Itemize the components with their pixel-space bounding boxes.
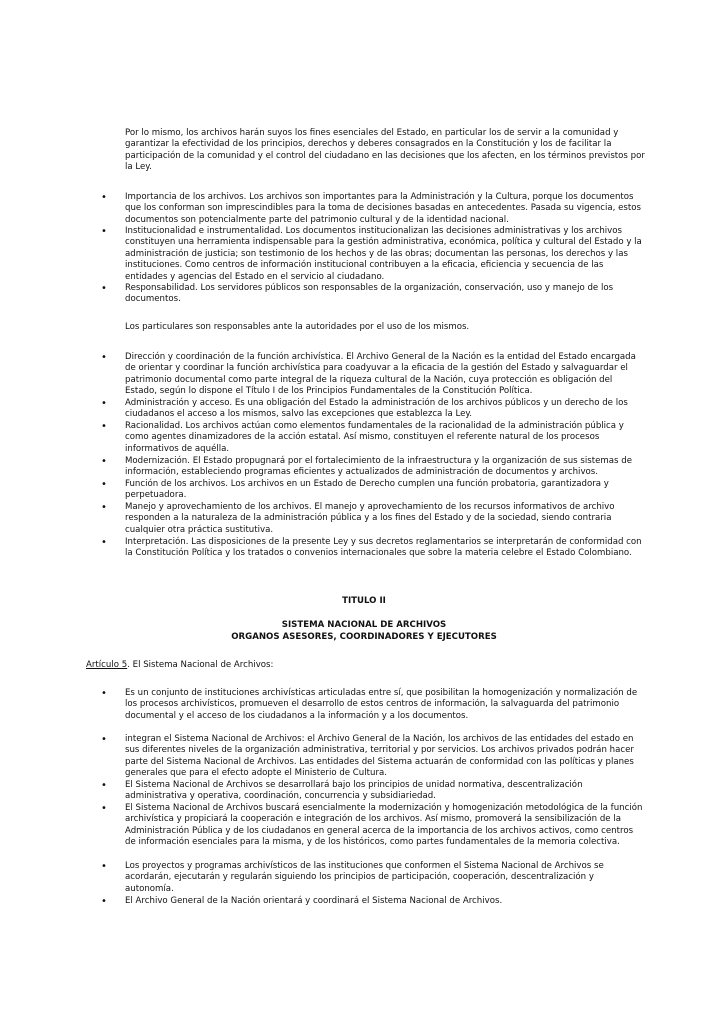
list-item-text: Dirección y coordinación de la función archivística. El Archivo General de la Nación es la entidad del Estado encargada de orientar y coordinar la función archivística para coadyuvar a la eficacia de la gestión del Estado y salvaguardar el patrimonio documental como parte integral de la riqueza cultural de la Nación, cuya protección es obligación del Estado, según lo dispone el Título I de los Principios Fundamentales de la Constitución Política. (125, 352, 636, 397)
list-item-text: El Sistema Nacional de Archivos buscará esencialmente la modernización y homogenización metodológica de la función archivística y propiciará la cooperación e integración de los archivos. Así mismo, promoverá la sensibilización de la Administración Pública y de los ciudadanos en general acerca de la importancia de los archivos activos, como centros de información esenciales para la misma, y de los históricos, como partes fundamentales de la memoria colectiva. (125, 803, 643, 848)
list-item (0, 803, 645, 861)
section-heading: SISTEMA NACIONAL DE ARCHIVOS (281, 620, 447, 630)
list-item (0, 192, 645, 226)
list-item-text: El Archivo General de la Nación orientará y coordinará el Sistema Nacional de Archivos. (125, 896, 503, 906)
bullet-icon: • (101, 352, 107, 363)
list-item-text: Los proyectos y programas archivísticos de las instituciones que conformen el Sistema Nacional de Archivos se acordarán, ejecutarán y regularán siguiendo los principios de participación, cooperación, descentralización y autonomía. (125, 861, 604, 894)
article-text: . El Sistema Nacional de Archivos: (127, 660, 274, 670)
list-item (0, 226, 645, 283)
list-item-text: Manejo y aprovechamiento de los archivos. El manejo y aprovechamiento de los recursos informativos de archivo responden a la naturaleza de la administración pública y a los fines del Estado y de la sociedad, siendo contraria cualquier otra práctica sustitutiva. (125, 502, 615, 535)
bullet-icon: • (101, 479, 107, 490)
bullet-icon: • (101, 861, 107, 872)
bullet-icon: • (101, 192, 107, 203)
list-item (0, 283, 645, 306)
bullet-icon: • (101, 502, 107, 513)
list-item (0, 502, 645, 537)
bullet-icon: • (101, 688, 107, 699)
list-item (0, 352, 645, 398)
list-item-text: Administración y acceso. Es una obligación del Estado la administración de los archivos públicos y un derecho de los ciudadanos el acceso a los mismos, salvo las excepciones que establezca la Ley. (125, 398, 628, 420)
bullet-icon: • (101, 780, 107, 791)
particulares-paragraph: Los particulares son responsables ante la autoridades por el uso de los mismos. (125, 322, 470, 332)
list-item (0, 456, 645, 479)
bullet-icon: • (101, 803, 107, 814)
bullet-icon: • (101, 896, 107, 907)
sistema-list (0, 688, 728, 908)
bullet-icon: • (101, 421, 107, 432)
bullet-icon: • (101, 456, 107, 467)
list-item-text: Función de los archivos. Los archivos en un Estado de Derecho cumplen una función probatoria, garantizadora y perpetuadora. (125, 479, 609, 501)
principles-list-2 (0, 352, 728, 572)
list-item-text: Racionalidad. Los archivos actúan como elementos fundamentales de la racionalidad de la administración pública y como agentes dinamizadores de la acción estatal. Así mismo, constituyen el referente natural de los procesos informativos de aquélla. (125, 421, 624, 454)
bullet-icon: • (101, 398, 107, 409)
list-item (0, 537, 645, 572)
list-item-text: Institucionalidad e instrumentalidad. Los documentos institucionalizan las decisiones administrativas y los archivos constituyen una herramienta indispensable para la gestión administrativa, económica, política y cultural del Estado y la administración de justicia; son testimonio de los hechos y de las obras; documentan las personas, los derechos y las instituciones. Como centros de información institucional contribuyen a la eficacia, eficiencia y secuencia de las entidades y agencias del Estado en el servicio al ciudadano. (125, 226, 642, 282)
principles-list-1 (0, 192, 728, 306)
list-item (0, 896, 645, 908)
list-item-text: Es un conjunto de instituciones archivísticas articuladas entre sí, que posibilitan la homogenización y normalización de los procesos archivísticos, promueven el desarrollo de estos centros de información, la salvaguarda del patrimonio documental y el acceso de los ciudadanos a la información y a los documentos. (125, 688, 638, 721)
article-label: Artículo 5 (86, 660, 128, 670)
list-item (0, 398, 645, 421)
list-item-text: El Sistema Nacional de Archivos se desarrollará bajo los principios de unidad normativa, descentralización administrativa y operativa, coordinación, concurrencia y subsidiariedad. (125, 780, 583, 802)
list-item (0, 734, 645, 780)
list-item (0, 688, 645, 734)
list-item-text: Interpretación. Las disposiciones de la presente Ley y sus decretos reglamentarios se interpretarán de conformidad con la Constitución Política y los tratados o convenios internacionales que sobre la materia celebre el Estado Colombiano. (125, 537, 642, 559)
list-item-text: integran el Sistema Nacional de Archivos: el Archivo General de la Nación, los archivos de las entidades del estado en sus diferentes niveles de la organización administrativa, territorial y por servicios. Los archivos privados podrán hacer parte del Sistema Nacional de Archivos. Las entidades del Sistema actuarán de conformidad con las políticas y planes generales que para el efecto adopte el Ministerio de Cultura. (125, 734, 634, 779)
bullet-icon: • (101, 537, 107, 548)
list-item (0, 421, 645, 456)
intro-paragraph: Por lo mismo, los archivos harán suyos los fines esenciales del Estado, en particular los de servir a la comunidad y garantizar la efectividad de los principios, derechos y deberes consagrados en la Constitución y los de facilitar la participación de la comunidad y el control del ciudadano en las decisiones que los afecten, en los términos previstos por la Ley. (125, 128, 645, 173)
list-item (0, 861, 645, 896)
bullet-icon: • (101, 226, 107, 237)
bullet-icon: • (101, 734, 107, 745)
article-heading (86, 660, 273, 671)
list-item-text: Modernización. El Estado propugnará por el fortalecimiento de la infraestructura y la organización de sus sistemas de información, estableciendo programas eficientes y actualizados de administración de documentos y archivos. (125, 456, 632, 478)
section-title: TITULO II (342, 596, 386, 606)
list-item (0, 479, 645, 502)
list-item (0, 780, 645, 803)
bullet-icon: • (101, 283, 107, 294)
section-subheading: ORGANOS ASESORES, COORDINADORES Y EJECUTORES (231, 632, 497, 642)
list-item-text: Responsabilidad. Los servidores públicos son responsables de la organización, conservación, uso y manejo de los documentos. (125, 283, 614, 305)
list-item-text: Importancia de los archivos. Los archivos son importantes para la Administración y la Cultura, porque los documentos que los conforman son imprescindibles para la toma de decisiones basadas en antecedentes. Pasada su vigencia, estos documentos son potencialmente parte del patrimonio cultural y de la identidad nacional. (125, 192, 642, 225)
